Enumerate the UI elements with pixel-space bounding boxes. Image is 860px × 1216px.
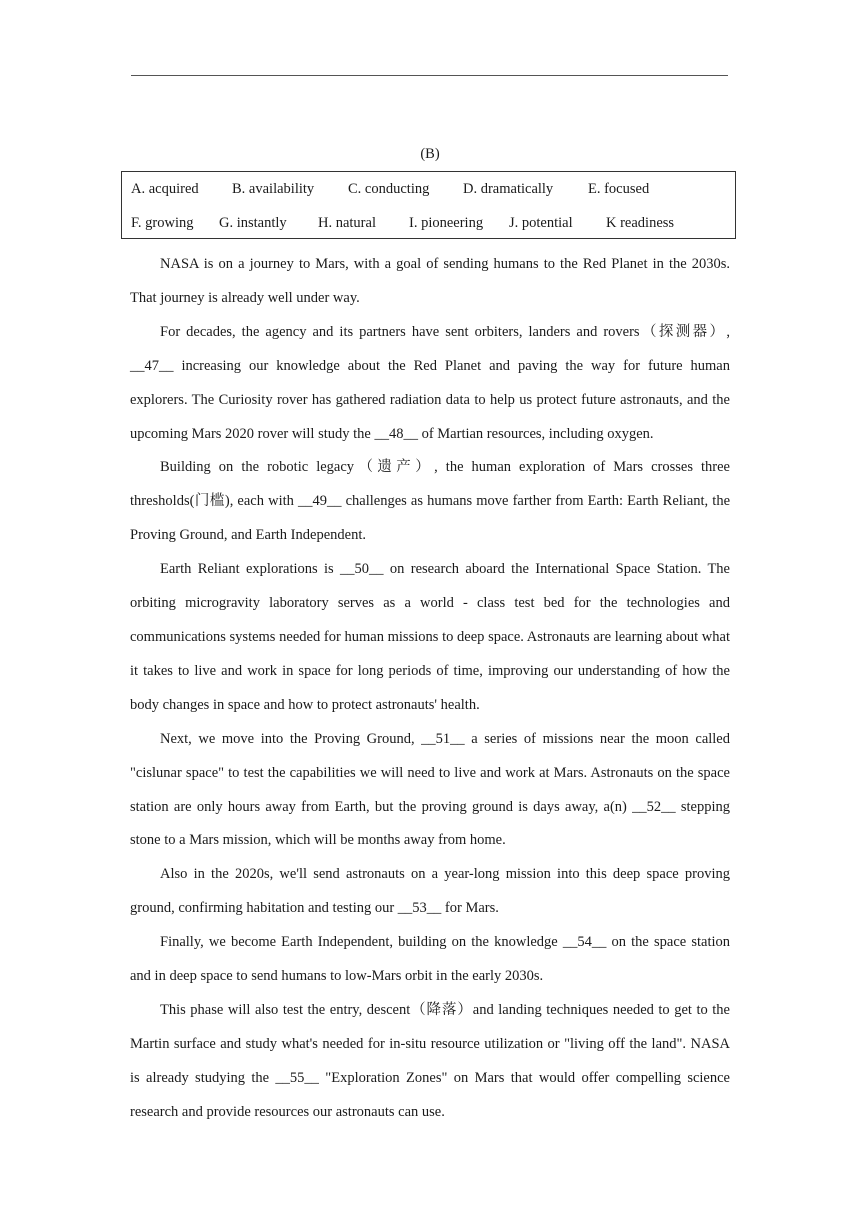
word-bank — [121, 171, 736, 239]
word-option-e: E. focused — [588, 181, 650, 197]
paragraph: Building on the robotic legacy（遗产）, the human exploration of Mars crosses three thresholds(门槛), each with __49__ challenges as humans move farther from Earth: Earth Reliant, the Proving Ground, and Earth Independent. — [130, 459, 730, 544]
section-label: (B) — [420, 146, 440, 162]
paragraph: This phase will also test the entry, descent（降落）and landing techniques needed to get to the Martin surface and study what's needed for in-situ resource utilization or "living off the land". NASA is already studying the __55__ "Exploration Zones" on Mars that would offer compelling science research and provide resources our astronauts can use. — [130, 1001, 730, 1120]
word-option-j: J. potential — [509, 215, 573, 231]
paragraph: Also in the 2020s, we'll send astronauts on a year-long mission into this deep space proving ground, confirming habitation and testing our __53__ for Mars. — [130, 866, 730, 917]
passage — [130, 248, 730, 1130]
word-option-f: F. growing — [131, 215, 194, 231]
header-rule — [131, 75, 728, 76]
word-option-a: A. acquired — [131, 181, 199, 197]
word-option-d: D. dramatically — [463, 181, 554, 197]
word-option-i: I. pioneering — [409, 215, 484, 231]
word-option-k: K readiness — [606, 215, 675, 231]
paragraph: Earth Reliant explorations is __50__ on research aboard the International Space Station. The orbiting microgravity laboratory serves as a world - class test bed for the technologies and communications systems needed for human missions to deep space. Astronauts are learning about what it takes to live and work in space for long periods of time, improving our understanding of how the body changes in space and how to protect astronauts' health. — [130, 561, 730, 713]
word-option-b: B. availability — [232, 181, 315, 197]
paragraph: For decades, the agency and its partners have sent orbiters, landers and rovers（探测器）, __47__ increasing our knowledge about the Red Planet and paving the way for future human explorers. The Curiosity rover has gathered radiation data to help us protect future astronauts, and the upcoming Mars 2020 rover will study the __48__ of Martian resources, including oxygen. — [130, 323, 730, 442]
paragraph: Next, we move into the Proving Ground, __51__ a series of missions near the moon called "cislunar space" to test the capabilities we will need to live and work at Mars. Astronauts on the space station are only hours away from Earth, but the proving ground is days away, a(n) __52__ stepping stone to a Mars mission, which will be months away from home. — [130, 730, 730, 849]
paragraph: NASA is on a journey to Mars, with a goal of sending humans to the Red Planet in the 2030s. That journey is already well under way. — [130, 256, 730, 306]
word-option-h: H. natural — [318, 215, 376, 231]
paragraph: Finally, we become Earth Independent, building on the knowledge __54__ on the space station and in deep space to send humans to low-Mars orbit in the early 2030s. — [130, 934, 730, 985]
word-option-g: G. instantly — [219, 215, 287, 231]
word-option-c: C. conducting — [348, 181, 430, 197]
